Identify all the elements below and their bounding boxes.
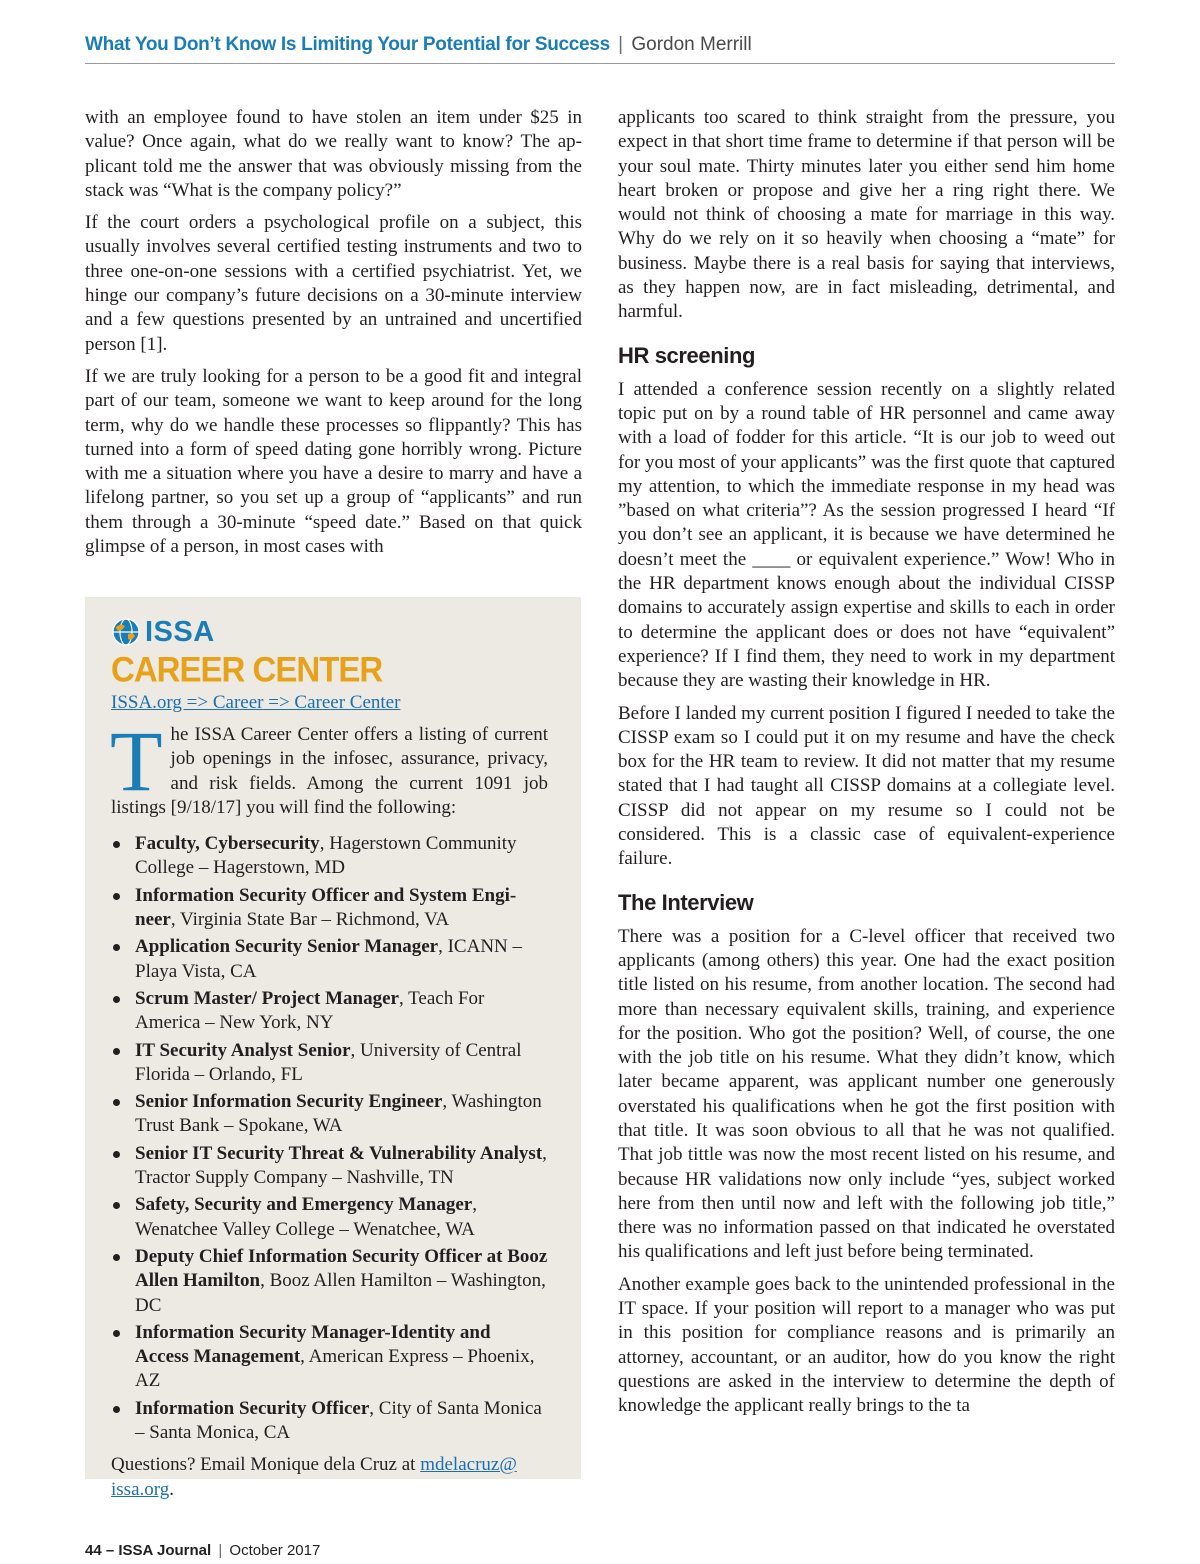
job-title: Senior Information Security Engineer: [135, 1091, 443, 1113]
questions-end: .: [169, 1478, 174, 1500]
list-item: [111, 987, 548, 1036]
career-center-link[interactable]: ISSA.org => Career => Career Center: [111, 692, 401, 713]
job-title: Scrum Master/ Project Manager: [135, 987, 399, 1009]
questions-note: [111, 1453, 548, 1502]
drop-cap: T: [110, 713, 163, 809]
job-detail: , Washington Trust Bank – Spokane, WA: [135, 1091, 542, 1137]
job-detail: , ICANN – Playa Vista, CA: [135, 936, 523, 982]
section-heading-hr-screening: HR screening: [618, 342, 756, 368]
issa-logo-text: ISSA: [145, 616, 215, 648]
header-separator: |: [618, 34, 624, 55]
job-title: Safety, Security and Emergency Manager: [135, 1194, 473, 1216]
job-detail: , Tractor Supply Company – Nashville, TN: [135, 1142, 547, 1189]
job-detail: , University of Central Florida – Orlando, FL: [135, 1039, 522, 1085]
footer-separator: |: [218, 1542, 223, 1559]
sidebar-intro: [110, 713, 548, 820]
globe-icon: [111, 617, 141, 647]
article-author: Gordon Merrill: [631, 34, 752, 55]
page-footer: [85, 1542, 320, 1559]
body-paragraph: If we are truly looking for a person to be a good fit and integral part of our team, someone we want to keep around for the long term, why do we handle these processes so flippantly? This has turned into a form of speed dating gone horribly wrong. Picture with me a situation where you have a desire to marry and have a lifelong partner, so you set up a group of “applicants” and run them through a 30-minute “speed date.” Based on that quick glimpse of a person, in most cases with: [85, 365, 582, 558]
issa-logo: [111, 617, 548, 647]
job-title: Information Security Officer and System Engineer: [135, 884, 517, 931]
job-detail: , Virginia State Bar – Richmond, VA: [170, 909, 450, 931]
body-paragraph: Another example goes back to the unintended professional in the IT space. If your position will report to a manager who was put in this position for compliance reasons and is primarily an attorney, accountant, or an auditor, how do you know the right questions are asked in the interview to determine the depth of knowledge the applicant really brings to the ta: [618, 1273, 1115, 1417]
list-item: [111, 1193, 548, 1242]
issue-date: October 2017: [229, 1542, 321, 1559]
list-item: [111, 1142, 548, 1191]
list-item: [111, 1397, 548, 1446]
email-link[interactable]: mdelacruz@​issa.org: [111, 1454, 517, 1500]
body-paragraph: applicants too scared to think straight from the pressure, you expect in that short time frame to determine if that person will be your soul mate. Thirty minutes later you either send him home heart broken or propose and give her a ring right there. We would not think of choosing a mate for marriage in this way. Why do we rely on it so heavily when choosing a “mate” for business. Maybe there is a real basis for saying that interviews, as they happen now, are in fact misleading, detrimental, and harmful.: [618, 107, 1115, 323]
job-title: Deputy Chief Information Security Officer at Booz Allen Hamilton: [135, 1245, 548, 1292]
questions-text: Questions? Email Monique dela Cruz at: [111, 1454, 421, 1476]
job-title: Information Security Manager-Identity and Access Management: [135, 1321, 491, 1368]
job-detail: , City of Santa Monica – Santa Monica, CA: [135, 1397, 542, 1444]
left-column: [85, 106, 582, 567]
sidebar-intro-text: he ISSA Career Center offers a listing of current job openings in the infosec, assurance, privacy, and risk fields. Among the current 1091 job listings [9/18/17] you will find the following:: [111, 724, 548, 818]
section-heading-interview: The Interview: [618, 889, 754, 915]
job-list: [111, 832, 548, 1445]
job-detail: , Hagerstown Community College – Hagerstown, MD: [135, 833, 517, 879]
job-detail: , Booz Allen Hamilton – Washington, DC: [135, 1270, 546, 1316]
job-title: IT Security Analyst Senior: [135, 1039, 351, 1061]
list-item: [111, 1039, 548, 1088]
list-item: [111, 1245, 548, 1318]
job-detail: , American Express – Phoenix, AZ: [135, 1346, 535, 1392]
body-paragraph: If the court orders a psychological profile on a subject, this usually involves several certified testing instruments and two to three one-on-one sessions with a certified psychiatrist. Yet, we hinge our company’s future decisions on a 30-minute interview and a few questions presented by an untrained and uncertified person [1].: [85, 212, 582, 355]
list-item: [111, 1090, 548, 1139]
job-title: Senior IT Security Threat & Vulnerability Analyst: [135, 1142, 543, 1164]
job-title: Faculty, Cybersecurity: [135, 833, 320, 855]
career-center-heading: CAREER CENTER: [111, 649, 383, 689]
body-paragraph: There was a position for a C-level officer that received two applicants (among others) this year. One had the exact position title listed on his resume, from another location. The second had more than necessary equivalent skills, training, and experience for the position. Who got the position? Well, of course, the one with the job title on his resume. What they didn’t know, which later became apparent, was applicant number one generously overstated his qualifications when he got the first position with that title. It was soon obvious to all that he was not qualified. That job tittle was now the most recent listed on his resume, and because HR validations now only include “yes, subject worked here from then until now and left with the following job title,” there was no information passed on that indicated he overstated his qualifications and left just before being terminated.: [618, 925, 1115, 1263]
job-detail: , Wenatchee Valley College – Wenatchee, WA: [135, 1194, 477, 1240]
body-paragraph: with an employee found to have stolen an item under $25 in value? Once again, what do we really want to know? The applicant told me the answer that was obviously missing from the stack was “What is the company policy?”: [85, 107, 582, 201]
job-title: Application Security Senior Manager: [135, 936, 439, 958]
list-item: [111, 1321, 548, 1394]
job-detail: , Teach For America – New York, NY: [135, 987, 485, 1034]
list-item: [111, 884, 548, 933]
body-paragraph: I attended a conference session recently on a slightly related topic put on by a round table of HR personnel and came away with a load of fodder for this article. “It is our job to weed out for you most of your applicants” was the first quote that captured my attention, to which the immediate response in my head was ”based on what criteria”? As the session progressed I heard “If you don’t see an applicant, it is because we have determined he doesn’t meet the ____ or equivalent experience.” Wow! Who in the HR department knows enough about the individual CISSP domains to accurately assign expertise and skills to each in order to determine the applicant does or does not have “equivalent” experience? If I find them, they need to work in my department because they are wasting their knowledge in HR.: [618, 378, 1115, 692]
career-center-sidebar: [85, 597, 581, 1500]
page-number-journal: 44 – ISSA Journal: [85, 1542, 212, 1559]
list-item: [111, 832, 548, 881]
article-title: What You Don’t Know Is Limiting Your Potential for Success: [85, 34, 610, 55]
body-paragraph: Before I landed my current position I figured I needed to take the CISSP exam so I could put it on my resume and have the check box for the HR team to review. It did not matter that my resume stated that I had taught all CISSP domains at a collegiate level. CISSP did not appear on my resume so I could not be considered. This is a classic case of equivalent-experience failure.: [618, 702, 1115, 870]
list-item: [111, 935, 548, 984]
running-header: [85, 33, 1115, 64]
job-title: Information Security Officer: [135, 1397, 370, 1419]
right-column: [618, 106, 1115, 1427]
